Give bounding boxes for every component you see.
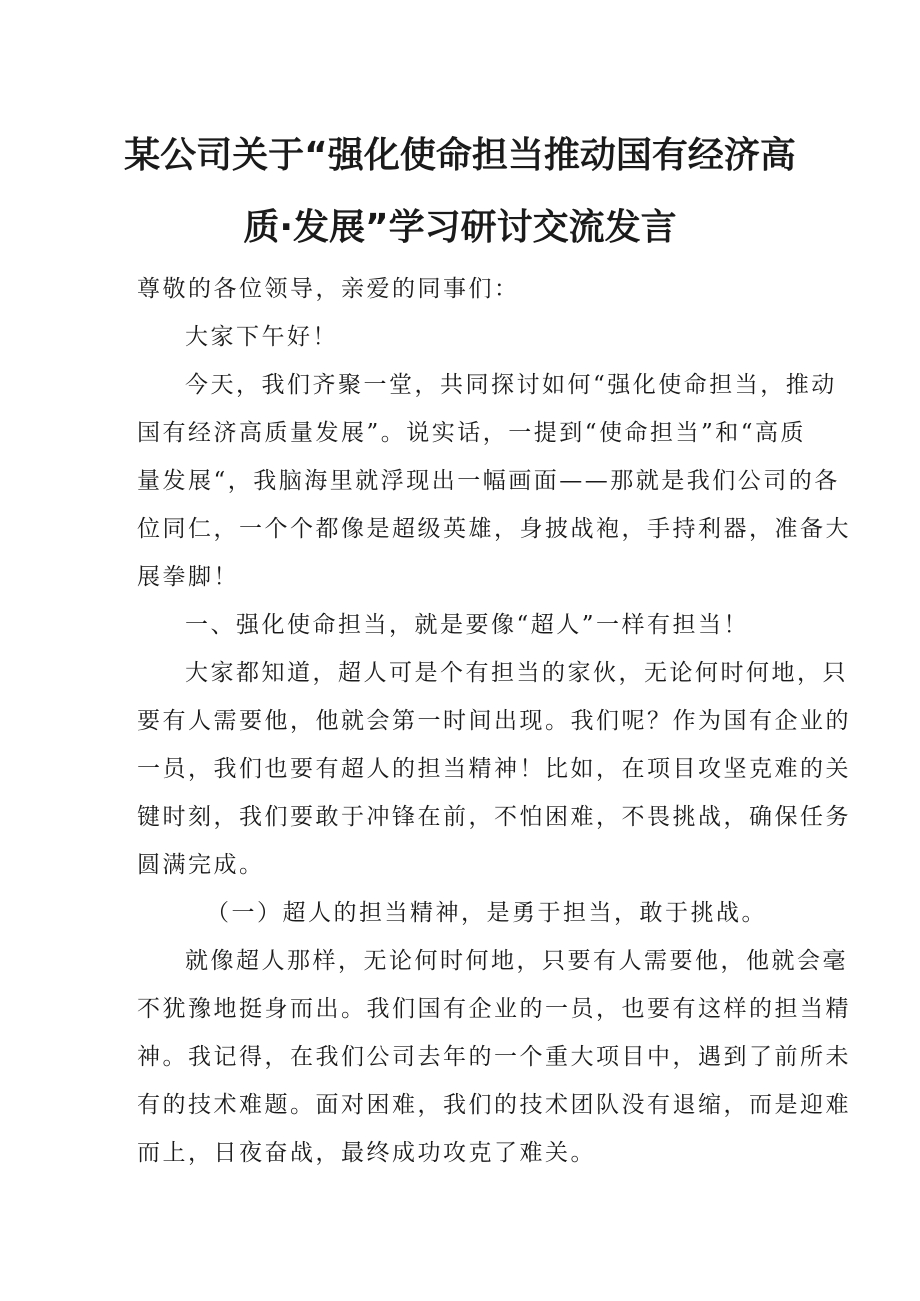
paragraph-line: 神。我记得，在我们公司去年的一个重大项目中，遇到了前所未	[137, 1044, 851, 1070]
paragraph-line: 就像超人那样，无论何时何地，只要有人需要他，他就会毫	[185, 948, 848, 974]
paragraph-line: 键时刻，我们要敢于冲锋在前，不怕困难，不畏挑战，确保任务	[137, 804, 851, 830]
salutation: 尊敬的各位领导，亲爱的同事们：	[137, 276, 520, 302]
section-heading: 一、强化使命担当，就是要像“超人”一样有担当！	[185, 612, 750, 638]
document-title-line-2: 质·发展”学习研讨交流发言	[243, 207, 677, 248]
greeting: 大家下午好！	[185, 324, 338, 350]
paragraph-line: 要有人需要他，他就会第一时间出现。我们呢？作为国有企业的	[137, 708, 851, 734]
paragraph-line: 展拳脚！	[137, 564, 239, 590]
paragraph-line: 不犹豫地挺身而出。我们国有企业的一员，也要有这样的担当精	[137, 996, 851, 1022]
paragraph-line: 国有经济高质量发展”。说实话，一提到“使命担当”和“高质	[137, 420, 807, 446]
paragraph-line: 大家都知道，超人可是个有担当的家伙，无论何时何地，只	[185, 660, 848, 686]
paragraph-line: 今天，我们齐聚一堂，共同探讨如何“强化使命担当，推动	[185, 372, 837, 398]
paragraph-line: 量发展“，我脑海里就浮现出一幅画面——那就是我们公司的各	[137, 468, 840, 494]
paragraph-line: 一员，我们也要有超人的担当精神！比如，在项目攻坚克难的关	[137, 756, 851, 782]
document-title-line-1: 某公司关于“强化使命担当推动国有经济高	[124, 135, 796, 176]
paragraph-line: 有的技术难题。面对困难，我们的技术团队没有退缩，而是迎难	[137, 1092, 851, 1118]
paragraph-line: 而上，日夜奋战，最终成功攻克了难关。	[137, 1140, 596, 1166]
subsection-heading: （一）超人的担当精神，是勇于担当，敢于挑战。	[206, 900, 767, 926]
paragraph-line: 位同仁，一个个都像是超级英雄，身披战袍，手持利器，准备大	[137, 516, 851, 542]
paragraph-line: 圆满完成。	[137, 852, 265, 878]
